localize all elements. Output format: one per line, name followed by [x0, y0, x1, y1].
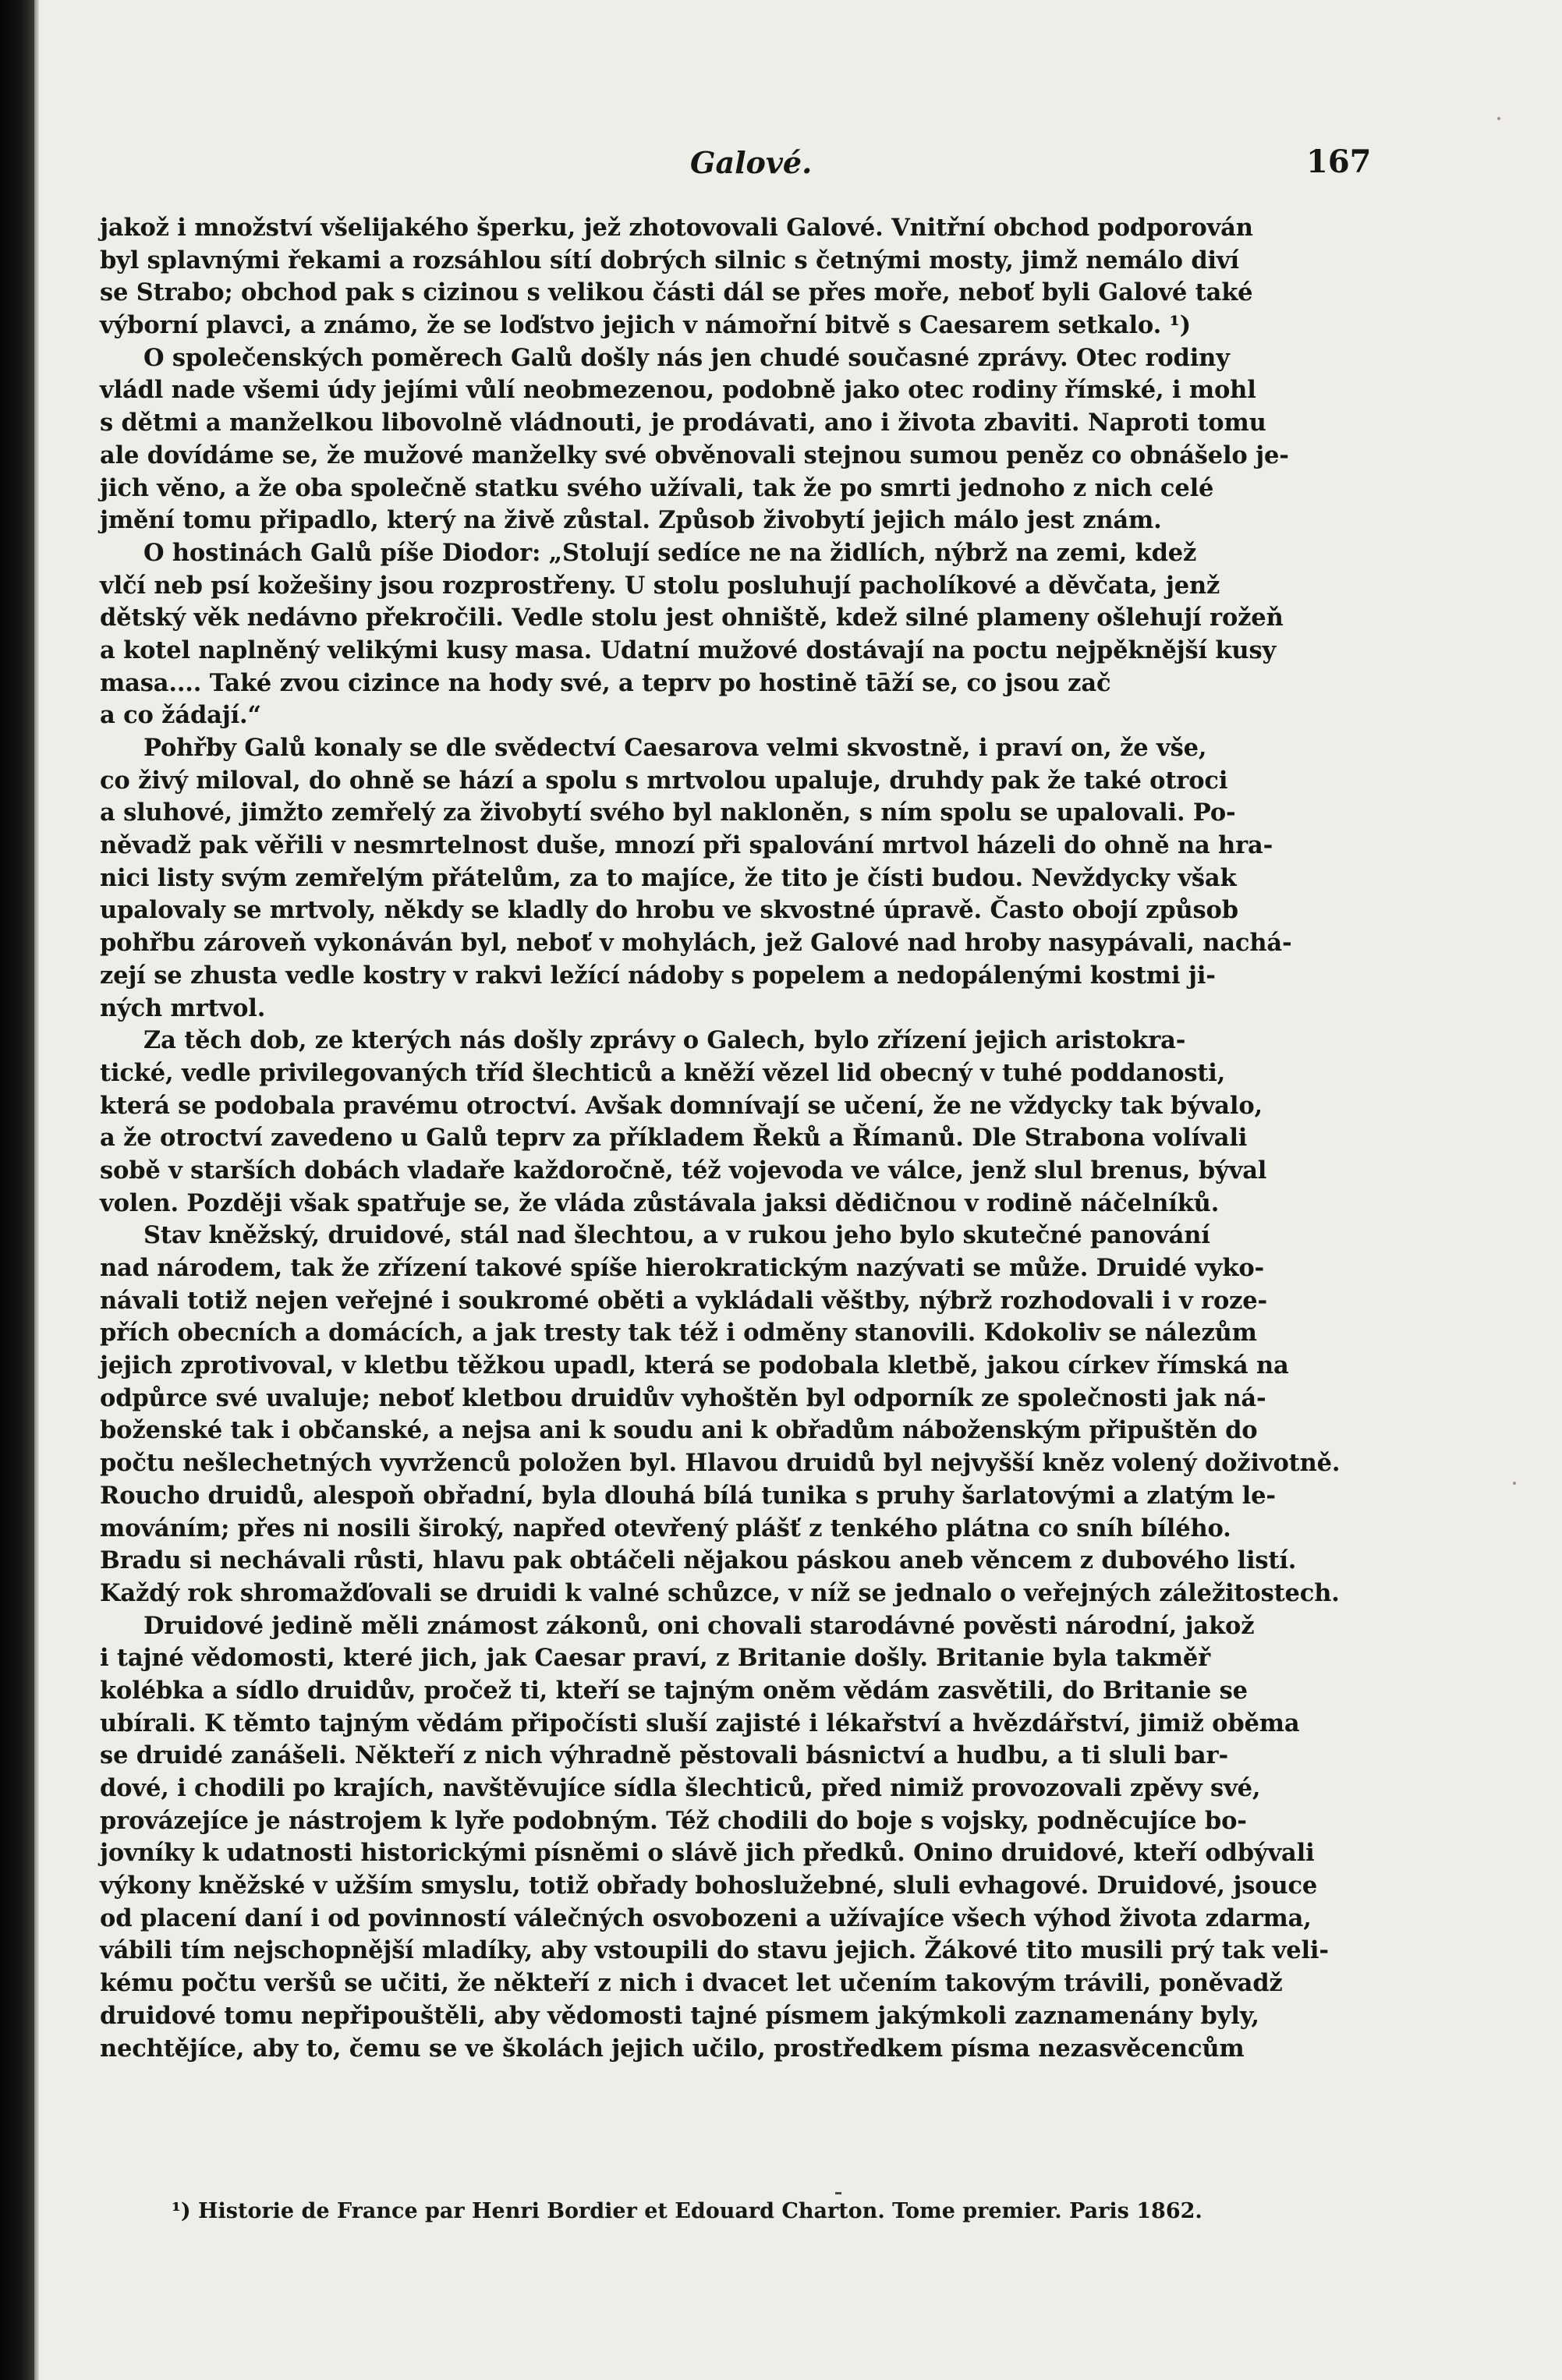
text-line: kolébka a sídlo druidův, pročež ti, kteří se tajným oněm vědám zasvětili, do Britanie se: [100, 1676, 1248, 1705]
text-line: ale dovídáme se, že mužové manželky své obvěnovali stejnou sumou peněz co obnášelo je-: [100, 441, 1289, 469]
text-line: O hostinách Galů píše Diodor: „Stolují sedíce ne na židlích, nýbrž na zemi, kdež: [143, 538, 1197, 567]
text-line: kému počtu veršů se učiti, že někteří z nich i dvacet let učením takovým trávili, poněvadž: [100, 1969, 1283, 1998]
text-line: vábili tím nejschopnější mladíky, aby vstoupili do stavu jejich. Žákové tito musili prý tak veli-: [100, 1936, 1329, 1965]
text-line: a co žádají.“: [100, 701, 261, 730]
running-head: [39, 142, 1562, 189]
text-line: co živý miloval, do ohně se hází a spolu s mrtvolou upaluje, druhdy pak že také otroci: [100, 766, 1228, 795]
text-line: Pohřby Galů konaly se dle svědectví Caesarova velmi skvostně, i praví on, že vše,: [143, 734, 1207, 762]
text-line: která se podobala pravému otroctví. Avšak domnívají se učení, že ne vždycky tak bývalo,: [100, 1091, 1263, 1120]
text-line: Roucho druidů, alespoň obřadní, byla dlouhá bílá tunika s pruhy šarlatovými a zlatým le-: [100, 1481, 1276, 1510]
text-line: volen. Později však spatřuje se, že vláda zůstávala jaksi dědičnou v rodině náčelníků.: [100, 1188, 1220, 1217]
text-line: odpůrce své uvaluje; neboť kletbou druidův vyhoštěn byl odporník ze společnosti jak ná-: [100, 1383, 1266, 1412]
text-line: zejí se zhusta vedle kostry v rakvi ležící nádoby s popelem a nedopálenými kostmi ji-: [100, 961, 1216, 990]
text-line: nici listy svým zemřelým přátelům, za to majíce, že tito je čísti budou. Nevždycky však: [100, 863, 1237, 892]
text-line: boženské tak i občanské, a nejsa ani k soudu ani k obřadům náboženským připuštěn do: [100, 1416, 1258, 1445]
text-line: pohřbu zároveň vykonáván byl, neboť v mohylách, jež Galové nad hroby nasypávali, nachá-: [100, 929, 1292, 958]
text-line: dové, i chodili po krajích, navštěvujíce sídla šlechticů, před nimiž provozovali zpěvy své,: [100, 1774, 1261, 1802]
text-line: jich věno, a že oba společně statku svého užívali, tak že po smrti jednoho z nich celé: [100, 473, 1214, 502]
text-line: jmění tomu připadlo, který na živě zůstal. Způsob živobytí jejich málo jest znám.: [100, 506, 1162, 535]
text-line: výborní plavci, a známo, že se loďstvo jejich v námořní bitvě s Caesarem setkalo. ¹): [100, 311, 1192, 340]
book-page: [39, 0, 1562, 2380]
text-line: Každý rok shromažďovali se druidi k valné schůzce, v níž se jednalo o veřejných záležitostech.: [100, 1578, 1340, 1607]
text-line: byl splavnými řekami a rozsáhlou sítí dobrých silnic s četnými mosty, jimž nemálo diví: [100, 246, 1239, 274]
text-line: nechtějíce, aby to, čemu se ve školách jejich učilo, prostředkem písma nezasvěcencům: [100, 2034, 1245, 2063]
text-line: počtu nešlechetných vyvrženců položen byl. Hlavou druidů byl nejvyšší kněz volený doživotně.: [100, 1449, 1341, 1478]
text-line: Za těch dob, ze kterých nás došly zprávy o Galech, bylo zřízení jejich aristokra-: [143, 1026, 1186, 1055]
text-line: dětský věk nedávno překročili. Vedle stolu jest ohniště, kdež silné plameny ošlehují rožeň: [100, 604, 1284, 632]
text-line: a že otroctví zavedeno u Galů teprv za příkladem Řeků a Římanů. Dle Strabona volívali: [100, 1124, 1248, 1153]
text-line: tické, vedle privilegovaných tříd šlechticů a kněží vězel lid obecný v tuhé poddanosti,: [100, 1058, 1226, 1087]
text-line: jovníky k udatnosti historickými písněmi o slávě jich předků. Onino druidové, kteří odbývali: [100, 1839, 1315, 1868]
text-line: jejich zprotivoval, v kletbu těžkou upadl, která se podobala kletbě, jakou církev římská na: [100, 1351, 1289, 1380]
body-text: [100, 212, 1397, 2065]
book-binding-shadow: [0, 0, 34, 2380]
text-line: sobě v starších dobách vladaře každoročně, též vojevoda ve válce, jenž slul brenus, býval: [100, 1156, 1267, 1185]
text-line: se druidé zanášeli. Někteří z nich výhradně pěstovali básnictví a hudbu, a ti sluli bar-: [100, 1741, 1228, 1770]
text-line: druidové tomu nepřipouštěli, aby vědomosti tajné písmem jakýmkoli zaznamenány byly,: [100, 2001, 1259, 2030]
footnote-separator: [835, 2192, 841, 2194]
text-line: Stav kněžský, druidové, stál nad šlechtou, a v rukou jeho bylo skutečné panování: [143, 1221, 1210, 1250]
text-line: něvadž pak věřili v nesmrtelnost duše, mnozí při spalování mrtvol házeli do ohně na hra-: [100, 831, 1273, 860]
footnote: ¹) Historie de France par Henri Bordier et Edouard Charton. Tome premier. Paris 1862.: [172, 2199, 1202, 2223]
text-line: vládl nade všemi údy jejími vůlí neobmezenou, podobně jako otec rodiny římské, i mohl: [100, 376, 1256, 405]
text-line: masa.... Také zvou cizince na hody své, a teprv po hostině tāží se, co jsou zač: [100, 668, 1111, 697]
text-line: a sluhové, jimžto zemřelý za živobytí svého byl nakloněn, s ním spolu se upalovali. Po-: [100, 799, 1236, 827]
text-line: Bradu si nechávali růsti, hlavu pak obtáčeli nějakou páskou aneb věncem z dubového listí.: [100, 1546, 1297, 1575]
text-line: ných mrtvol.: [100, 993, 266, 1022]
text-line: se Strabo; obchod pak s cizinou s velikou části dál se přes moře, neboť byli Galové také: [100, 278, 1253, 307]
paper-speck: [1497, 117, 1500, 120]
text-line: od placení daní i od povinností válečných osvobozeni a užívajíce všech výhod života zdarma,: [100, 1904, 1312, 1932]
text-line: mováním; přes ni nosili široký, napřed otevřený plášť z tenkého plátna co sníh bílého.: [100, 1514, 1231, 1542]
text-line: Druidové jedině měli známost zákonů, oni chovali starodávné pověsti národní, jakož: [143, 1611, 1255, 1640]
text-line: vlčí neb psí kožešiny jsou rozprostřeny. U stolu posluhují pacholíkové a děvčata, jenž: [100, 571, 1220, 600]
text-line: jakož i množství všelijakého šperku, jež zhotovovali Galové. Vnitřní obchod podporován: [100, 214, 1253, 242]
text-line: provázejíce je nástrojem k lyře podobným. Též chodili do boje s vojsky, podněcujíce bo-: [100, 1806, 1247, 1835]
text-line: přích obecních a domácích, a jak tresty tak též i odměny stanovili. Kdokoliv se nálezům: [100, 1319, 1257, 1348]
text-line: výkony kněžské v užším smyslu, totiž obřady bohoslužebné, sluli evhagové. Druidové, jsouce: [100, 1872, 1318, 1900]
text-line: s dětmi a manželkou libovolně vládnouti, je prodávati, ano i života zbaviti. Naproti tomu: [100, 409, 1266, 437]
text-line: i tajné vědomosti, které jich, jak Caesar praví, z Britanie došly. Britanie byla takměř: [100, 1644, 1211, 1673]
text-line: a kotel naplněný velikými kusy masa. Udatní mužové dostávají na poctu nejpěknější kusy: [100, 636, 1277, 664]
running-title: Galové.: [690, 145, 813, 180]
page-number: 167: [1306, 143, 1372, 180]
text-line: návali totiž nejen veřejné i soukromé oběti a vykládali věštby, nýbrž rozhodovali i v roze-: [100, 1286, 1268, 1315]
text-line: nad národem, tak že zřízení takové spíše hierokratickým nazývati se může. Druidé vyko-: [100, 1254, 1265, 1282]
paper-speck: [1513, 1482, 1516, 1485]
text-line: upalovaly se mrtvoly, někdy se kladly do hrobu ve skvostné úpravě. Často obojí způsob: [100, 896, 1238, 925]
text-line: ubírali. K těmto tajným vědám připočísti sluší zajisté i lékařství a hvězdářství, jimiž oběma: [100, 1709, 1300, 1737]
text-line: O společenských poměrech Galů došly nás jen chudé současné zprávy. Otec rodiny: [143, 343, 1230, 372]
